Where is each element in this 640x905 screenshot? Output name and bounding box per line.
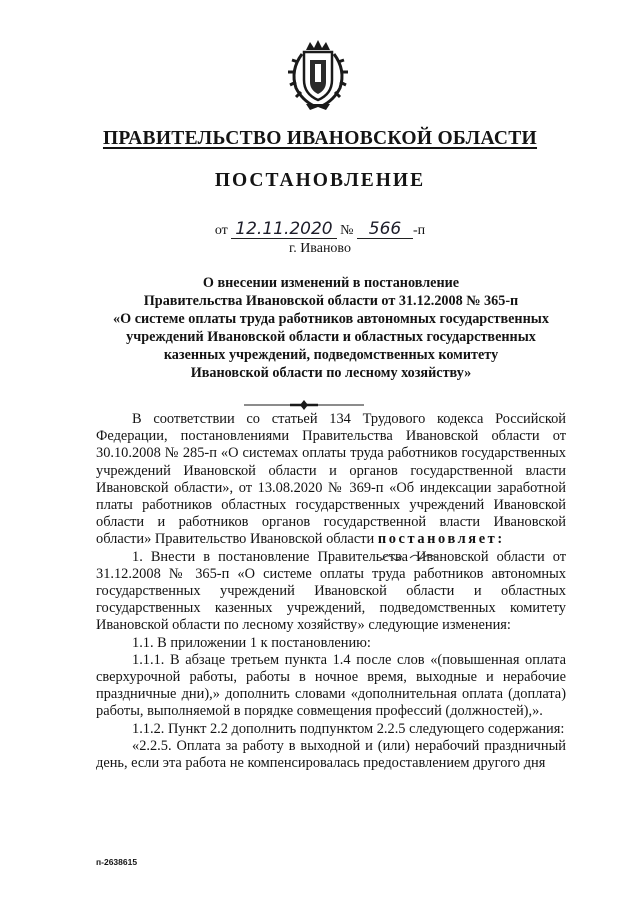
heading-divider <box>244 400 364 410</box>
heading-line: Правительства Ивановской области от 31.12.2008 № 365-п <box>143 293 519 309</box>
item-1-1-1-paragraph: 1.1.1. В абзаце третьем пункта 1.4 после слов «(повышенная оплата сверхурочной работы, работы в ночное время, выходные и нерабочие праздничные дни),» дополнить словами «дополнительная оплата (доплата) работы, выполняемой в порядке совмещения профессий (должностей),». <box>96 651 566 720</box>
number-sign: № <box>340 223 354 238</box>
number-suffix: -п <box>412 223 426 238</box>
decree-word: постановляет: <box>377 531 505 548</box>
decree-heading <box>96 274 566 382</box>
handwritten-date: 12.11.2020 <box>231 220 336 239</box>
preamble-paragraph: В соответствии со статьей 134 Трудового кодекса Российской Федерации, постановлениями Правительства Ивановской области от 30.10.2008 № 285-п «О системах оплаты труда работников государственных учреждений Ивановской области и органов государственной власти Ивановской области», от 13.08.2020 № 369-п «Об индексации заработной платы работников областных государственных учреждений Ивановской области и работников органов государственной власти Ивановской области» Правительство Ивановской области постановляет: <box>96 411 566 548</box>
decree-body <box>96 411 566 772</box>
heading-line: Ивановской области по лесному хозяйству» <box>190 365 472 381</box>
initials-scrawl <box>380 550 440 564</box>
handwritten-number: 566 <box>357 220 413 239</box>
document-type: ПОСТАНОВЛЕНИЕ <box>214 170 426 191</box>
organization-title: ПРАВИТЕЛЬСТВО ИВАНОВСКОЙ ОБЛАСТИ <box>102 128 538 149</box>
heading-line: О внесении изменений в постановление <box>202 275 460 291</box>
item-2-2-5-paragraph: «2.2.5. Оплата за работу в выходной и (или) нерабочий праздничный день, если эта работа не компенсировалась предоставлением другого дня <box>96 737 566 772</box>
item-1-1-2-paragraph: 1.1.2. Пункт 2.2 дополнить подпунктом 2.2.5 следующего содержания: <box>132 720 565 737</box>
date-prefix: от <box>214 223 228 238</box>
item-1-1-paragraph: 1.1. В приложении 1 к постановлению: <box>132 634 371 651</box>
heading-line: «О системе оплаты труда работников автономных государственных <box>113 311 549 327</box>
document-code: п-2638615 <box>96 857 138 867</box>
heading-line: казенных учреждений, подведомственных комитету <box>163 347 499 363</box>
date-number-line <box>0 220 640 239</box>
city: г. Иваново <box>289 241 351 256</box>
heading-line: учреждений Ивановской области и областных государственных <box>126 329 536 345</box>
coat-of-arms-icon <box>286 40 350 112</box>
item-1-paragraph: 1. Внести в постановление Правительства Ивановской области от 31.12.2008 № 365-п «О системе оплаты труда работников автономных государственных учреждений Ивановской области и областных государственных казенных учреждений, подведомственных комитету Ивановской области по лесному хозяйству» следующие изменения: <box>96 548 566 634</box>
